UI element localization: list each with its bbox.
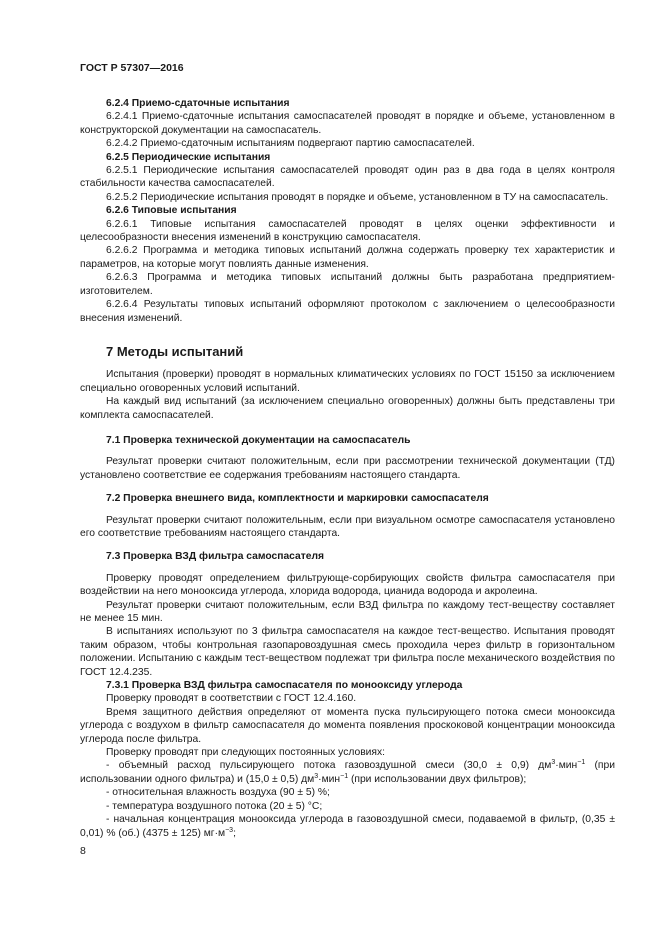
unit-exponent: −1 (340, 772, 349, 780)
section-7-title: 7 Методы испытаний (106, 343, 244, 359)
paragraph-7-3-1-b: Время защитного действия определяют от момента пуска пульсирующего потока смеси монооксида углерода с воздухом в фильтр самоспасателя до момента появления проскоковой концентрации монооксида углерода после фильтра. (80, 706, 615, 745)
section-6-2-5-title: 6.2.5 Периодические испытания (106, 151, 271, 163)
paragraph-7-1: Результат проверки считают положительным, если при рассмотрении технической документации (ТД) установлено соответствие ее содержания требованиям настоящего стандарта. (80, 456, 615, 481)
flow-rate-text-b: ·мин (555, 760, 578, 772)
section-7-1-title: 7.1 Проверка технической документации на самоспасатель (106, 434, 411, 446)
condition-humidity: - относительная влажность воздуха (90 ± 5) %; (106, 787, 330, 799)
paragraph-6-2-6-1: 6.2.6.1 Типовые испытания самоспасателей проводят в целях оценки эффективности и целесообразности внесения изменений в конструкцию самоспасателя. (80, 218, 615, 244)
page-body (80, 97, 615, 840)
paragraph-6-2-4-2: 6.2.4.2 Приемо-сдаточным испытаниям подвергают партию самоспасателей. (106, 138, 475, 150)
paragraph-7-intro-1: Испытания (проверки) проводят в нормальных климатических условиях по ГОСТ 15150 за исключением специально оговоренных условий испытаний. (80, 369, 615, 394)
concentration-text-a: - начальная концентрация монооксида углерода в газовоздушной смеси, подаваемой в фильтр, (0,35 ± 0,01) % (об.) (4375 ± 125) мг·м (80, 814, 615, 839)
condition-flow-rate (80, 759, 615, 786)
section-6-2-4-title: 6.2.4 Приемо-сдаточные испытания (106, 98, 290, 109)
paragraph-6-2-6-4: 6.2.6.4 Результаты типовых испытаний оформляют протоколом с заключением о целесообразности внесения изменений. (80, 299, 615, 324)
paragraph-7-3-1: Проверку проводят определением фильтрующе-сорбирующих свойств фильтра самоспасателя при воздействии на него монооксида углерода, хлорида водорода, цианида водорода и акролеина. (80, 572, 615, 598)
section-6-2-6-title: 6.2.6 Типовые испытания (106, 205, 237, 217)
paragraph-6-2-5-1: 6.2.5.1 Периодические испытания самоспасателей проводят один раз в два года в целях контроля стабильности качества самоспасателей. (80, 165, 615, 190)
section-7-3-1-title: 7.3.1 Проверка ВЗД фильтра самоспасателя по монооксиду углерода (106, 680, 463, 692)
paragraph-6-2-6-3: 6.2.6.3 Программа и методика типовых испытаний должны быть разработана предприятием-изготовителем. (80, 272, 615, 297)
document-header: ГОСТ Р 57307—2016 (80, 62, 184, 74)
page-number: 8 (80, 845, 86, 857)
flow-rate-text-e: (при использовании двух фильтров); (348, 773, 527, 785)
paragraph-6-2-6-2: 6.2.6.2 Программа и методика типовых испытаний должна содержать проверку тех характеристик и параметров, на которые могут повлиять данные изменения. (80, 245, 615, 270)
condition-temperature: - температура воздушного потока (20 ± 5) °С; (106, 800, 323, 812)
section-7-3-title: 7.3 Проверка ВЗД фильтра самоспасателя (106, 551, 325, 563)
paragraph-6-2-5-2: 6.2.5.2 Периодические испытания проводят в порядке и объеме, установленном в ТУ на самоспасатель. (106, 191, 609, 203)
unit-exponent: −3 (225, 826, 234, 834)
paragraph-7-3-1-c: Проверку проводят при следующих постоянных условиях: (106, 747, 385, 759)
flow-rate-text-a: - объемный расход пульсирующего потока газовоздушной смеси (30,0 ± 0,9) дм (106, 760, 552, 772)
flow-rate-text-c: (при использовании одного фильтра) и (15,0 ± 0,5) дм (80, 760, 615, 785)
unit-exponent: 3 (314, 772, 319, 780)
section-7-2-title: 7.2 Проверка внешнего вида, комплектности и маркировки самоспасателя (106, 493, 489, 505)
condition-concentration (80, 813, 615, 840)
unit-exponent: −1 (577, 759, 586, 767)
paragraph-7-intro-2: На каждый вид испытаний (за исключением специально оговоренных) должны быть представлены три комплекта самоспасателей. (80, 396, 615, 421)
paragraph-6-2-4-1: 6.2.4.1 Приемо-сдаточные испытания самоспасателей проводят в порядке и объеме, установленном в конструкторской документации на самоспасатель. (80, 111, 615, 136)
paragraph-7-3-2: Результат проверки считают положительным, если ВЗД фильтра по каждому тест-веществу составляет не менее 15 мин. (80, 599, 615, 624)
flow-rate-text-d: ·мин (318, 773, 341, 785)
paragraph-7-3-3: В испытаниях используют по 3 фильтра самоспасателя на каждое тест-вещество. Испытания проводят таким образом, чтобы контрольная газопаровоздушная смесь проходила через фильтр в горизонтальном положении. Испытанию с каждым тест-веществом подлежат три фильтра после механического воздействия по ГОСТ 12.4.235. (80, 626, 615, 678)
unit-exponent: 3 (551, 759, 556, 767)
paragraph-7-3-1-a: Проверку проводят в соответствии с ГОСТ 12.4.160. (106, 693, 357, 705)
concentration-text-b: ; (233, 827, 236, 839)
paragraph-7-2: Результат проверки считают положительным, если при визуальном осмотре самоспасателя установлено его соответствие требованиям настоящего стандарта. (80, 514, 615, 539)
